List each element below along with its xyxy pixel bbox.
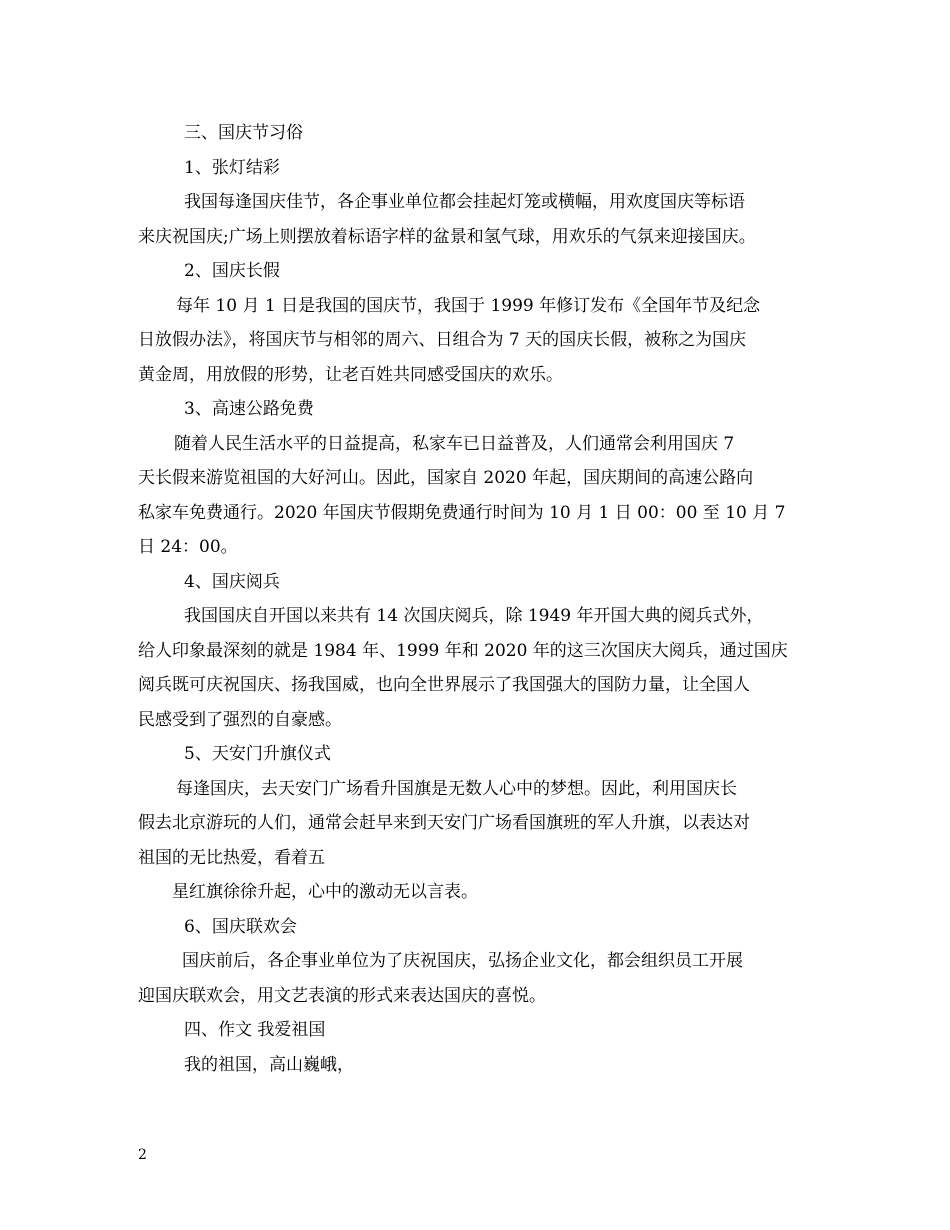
page-number: 2 [138,1147,147,1163]
paragraph-line: 我国国庆自开国以来共有 14 次国庆阅兵，除 1949 年开国大典的阅兵式外， [184,606,764,626]
subheading-parade: 4、国庆阅兵 [184,571,280,592]
paragraph-line: 每逢国庆，去天安门广场看升国旗是无数人心中的梦想。因此，利用国庆长 [176,778,737,799]
subheading-holiday: 2、国庆长假 [184,261,280,281]
paragraph-line: 日 24：00。 [138,537,238,557]
paragraph-line: 星红旗徐徐升起，心中的激动无以言表。 [172,882,478,902]
paragraph-line: 民感受到了强烈的自豪感。 [138,709,342,730]
paragraph-line: 天长假来游览祖国的大好河山。因此，国家自 2020 年起，国庆期间的高速公路向 [138,468,754,488]
paragraph-line: 每年 10 月 1 日是我国的国庆节，我国于 1999 年修订发布《全国年节及纪念 [176,295,761,316]
paragraph-line: 我国每逢国庆佳节，各企事业单位都会挂起灯笼或横幅，用欢度国庆等标语 [184,192,745,212]
paragraph-line: 日放假办法》，将国庆节与相邻的周六、日组合为 7 天的国庆长假，被称之为国庆 [138,330,747,350]
paragraph-line: 祖国的无比热爱，看着五 [138,847,325,868]
paragraph-line: 私家车免费通行。2020 年国庆节假期免费通行时间为 10 月 1 日 00：00 至 10 月 7 [138,502,786,523]
paragraph-line: 黄金周，用放假的形势，让老百姓共同感受国庆的欢乐。 [138,364,563,385]
paragraph-line: 国庆前后，各企事业单位为了庆祝国庆，弘扬企业文化，都会组织员工开展 [182,951,743,971]
section-heading-customs: 三、国庆节习俗 [184,123,303,143]
subheading-gala: 6、国庆联欢会 [184,916,297,937]
paragraph-line: 迎国庆联欢会，用文艺表演的形式来表达国庆的喜悦。 [138,985,546,1006]
paragraph-line: 阅兵既可庆祝国庆、扬我国威，也向全世界展示了我国强大的国防力量，让全国人 [138,675,750,695]
subheading-highway: 3、高速公路免费 [184,399,314,419]
document-body [138,116,812,1082]
subheading-flag-raising: 5、天安门升旗仪式 [184,744,331,764]
paragraph-line: 随着人民生活水平的日益提高，私家车已日益普及，人们通常会利用国庆 7 [174,433,735,454]
paragraph-line: 来庆祝国庆;广场上则摆放着标语字样的盆景和氢气球，用欢乐的气氛来迎接国庆。 [138,226,756,247]
paragraph-line: 给人印象最深刻的就是 1984 年、1999 年和 2020 年的这三次国庆大阅兵，通过国庆 [138,640,788,661]
subheading-lanterns: 1、张灯结彩 [184,157,280,178]
section-heading-essay: 四、作文 我爱祖国 [184,1020,326,1040]
paragraph-line: 假去北京游玩的人们，通常会赶早来到天安门广场看国旗班的军人升旗，以表达对 [138,813,750,833]
paragraph-line: 我的祖国，高山巍峨， [184,1054,354,1075]
